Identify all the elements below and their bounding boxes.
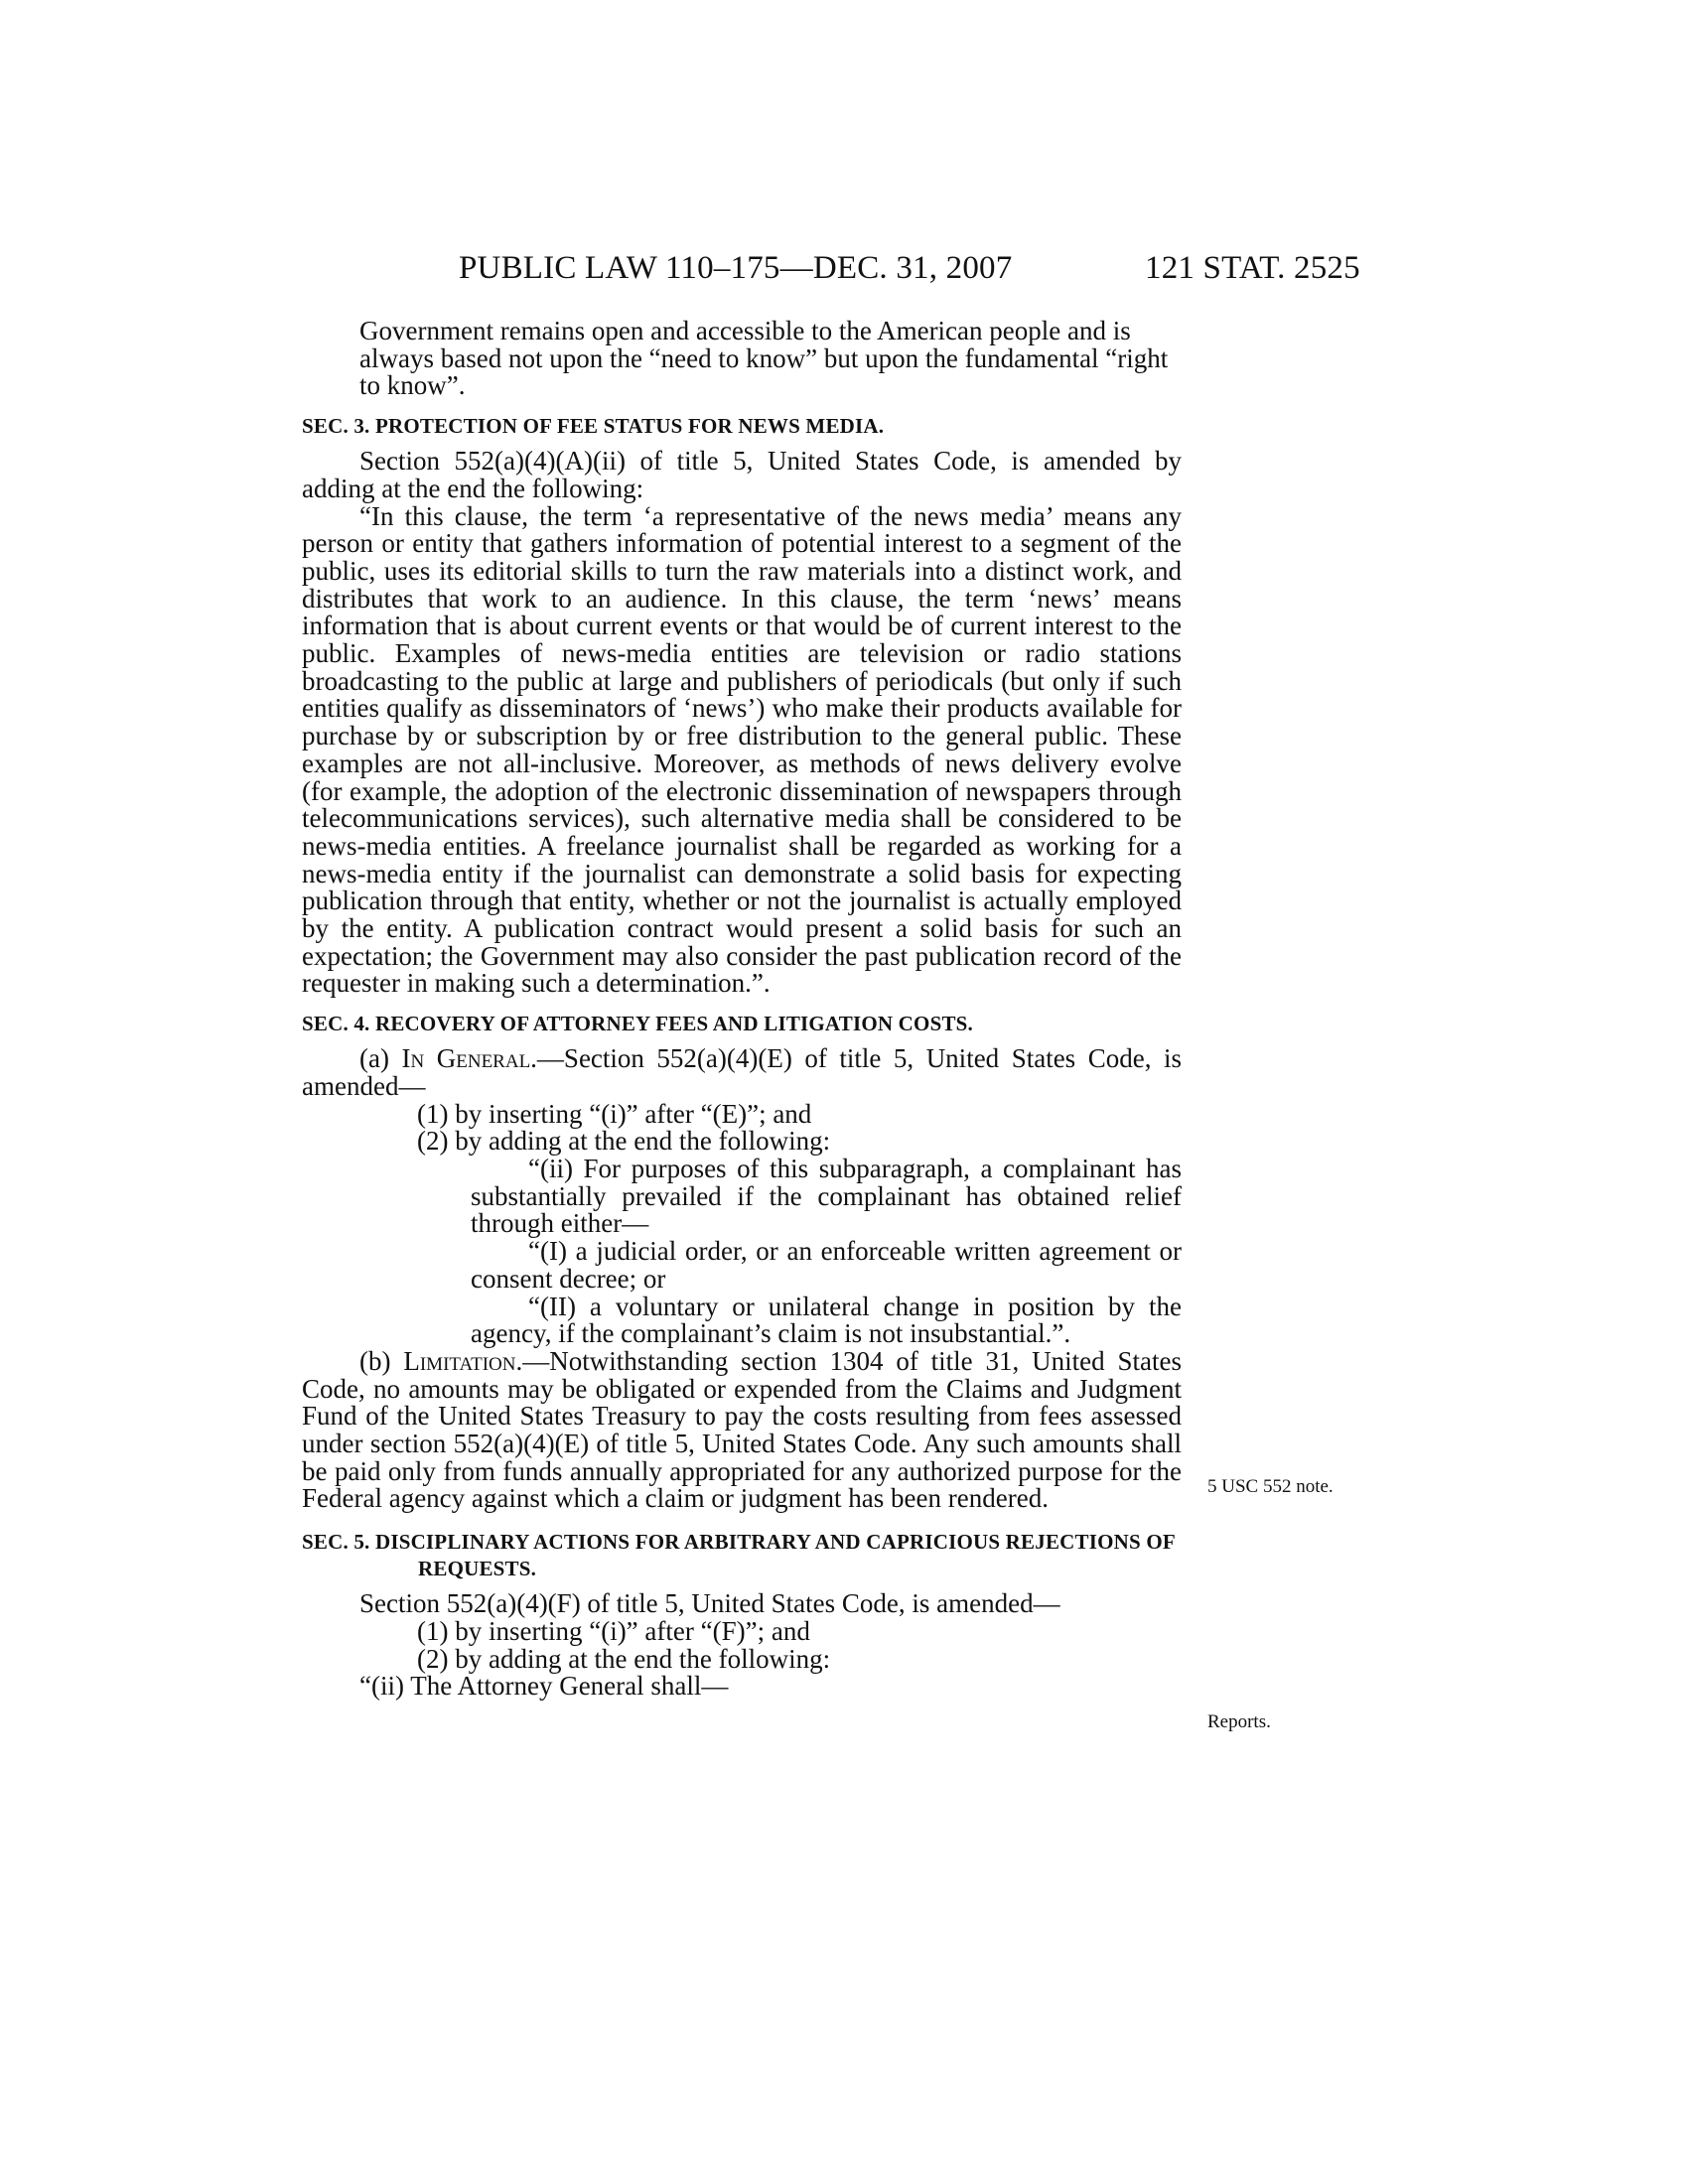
subsection-a-text: .—Section 552(a)(4)(E) of title 5, United States Code, is amended— xyxy=(302,1043,1182,1101)
section-3-heading: SEC. 3. PROTECTION OF FEE STATUS FOR NEWS MEDIA. xyxy=(302,414,885,439)
section-5-clause-ii: “(ii) The Attorney General shall— xyxy=(359,1671,729,1702)
section-5-item-2: (2) by adding at the end the following: xyxy=(417,1643,831,1674)
subclause-II-text: “(II) a voluntary or unilateral change in position by the agency, if the complainant’s claim is not insubstantial.”. xyxy=(471,1291,1182,1349)
margin-note-reports: Reports. xyxy=(1207,1711,1271,1732)
section-4-quoted-clause-ii xyxy=(302,1153,1182,1349)
section-5-item-1: (1) by inserting “(i)” after “(F)”; and xyxy=(417,1615,810,1646)
intro-paragraph: Government remains open and accessible to the American people and is always based not upon the “need to know” but upon the fundamental “right to know”. xyxy=(359,316,1169,401)
document-body xyxy=(302,318,1182,1701)
subsection-b-caption: Limitation xyxy=(403,1345,516,1376)
section-4-subsection-b xyxy=(302,1345,1183,1514)
clause-ii-text: “(ii) For purposes of this subparagraph, a complainant has substantially prevailed if the complainant has obtained relief through either— xyxy=(471,1153,1182,1239)
section-4-heading: SEC. 4. RECOVERY OF ATTORNEY FEES AND LITIGATION COSTS. xyxy=(302,1012,973,1036)
section-4-item-2: (2) by adding at the end the following: xyxy=(417,1126,831,1157)
subclause-I-text: “(I) a judicial order, or an enforceable written agreement or consent decree; or xyxy=(471,1236,1182,1294)
running-header-page-number: 121 STAT. 2525 xyxy=(1145,250,1360,286)
subsection-a-prefix: (a) xyxy=(359,1043,402,1074)
section-3-quoted-text: “In this clause, the term ‘a representative of the news media’ means any person or entity that gathers information of potential interest to a segment of the public, uses its editorial skills to turn the raw materials into a distinct work, and distributes that work to an audience. In this clause, the term ‘news’ means information that is about current events or that would be of current interest to the public. Examples of news-media entities are television or radio stations broadcasting to the public at large and publishers of periodicals (but only if such entities qualify as disseminators of ‘news’) who make their products available for purchase by or subscription by or free distribution to the general public. These examples are not all-inclusive. Moreover, as methods of news delivery evolve (for example, the adoption of the electronic dissemination of newspapers through telecommunications services), such alternative media shall be considered to be news-media entities. A freelance journalist shall be regarded as working for a news-media entity if the journalist can demonstrate a solid basis for expecting publication through that entity, whether or not the journalist is actually employed by the entity. A publication contract would present a solid basis for such an expectation; the Government may also consider the past publication record of the requester in making such a determination.”. xyxy=(302,500,1182,999)
section-5-paragraph: Section 552(a)(4)(F) of title 5, United States Code, is amended— xyxy=(359,1588,1060,1619)
subsection-b-text: .—Notwithstanding section 1304 of title 31, United States Code, no amounts may be obligated or expended from the Claims and Judgment Fund of the United States Treasury to pay the costs resulting from fees assessed under section 552(a)(4)(E) of title 5, United States Code. Any such amounts shall be paid only from funds annually appropriated for any authorized purpose for the Federal agency against which a claim or judgment has been rendered. xyxy=(302,1345,1183,1514)
section-4-subsection-a xyxy=(302,1045,1182,1100)
section-5-heading: SEC. 5. DISCIPLINARY ACTIONS FOR ARBITRARY AND CAPRICIOUS REJECTIONS OF REQUESTS. xyxy=(302,1530,1176,1581)
section-4-item-1: (1) by inserting “(i)” after “(E)”; and xyxy=(417,1098,812,1129)
section-3-paragraph: Section 552(a)(4)(A)(ii) of title 5, United States Code, is amended by adding at the end the following: xyxy=(302,446,1182,503)
margin-note-usc: 5 USC 552 note. xyxy=(1207,1476,1334,1497)
subsection-a-caption: In General xyxy=(401,1043,531,1074)
running-header-title: PUBLIC LAW 110–175—DEC. 31, 2007 xyxy=(459,250,1013,286)
subsection-b-prefix: (b) xyxy=(359,1345,404,1376)
